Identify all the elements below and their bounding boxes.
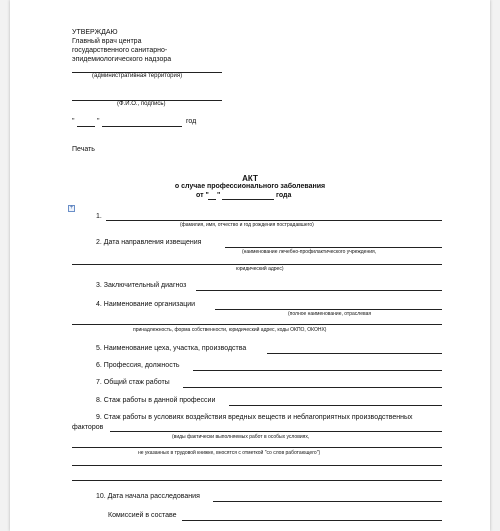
field9-caption: (виды фактически выполняемых работ в особых условиях, [172, 434, 310, 440]
approve-day-line [77, 126, 95, 127]
approve-heading: УТВЕРЖДАЮ [72, 29, 118, 36]
act-month-line [222, 199, 274, 200]
field4-caption2: принадлежность, форма собственности, юридический адрес, коды ОКПО, ОКОНХ) [133, 327, 327, 333]
act-day-line [208, 199, 216, 200]
field9-line1: 9. Стаж работы в условиях воздействия вредных веществ и неблагоприятных производственных [96, 414, 413, 421]
field9-line-d [72, 480, 442, 481]
field2-line2 [72, 264, 442, 265]
field9-caption2: не указанных в трудовой книжке, вносятся с отметкой "со слов работающего") [138, 450, 321, 456]
field5-label: 5. Наименование цеха, участка, производства [96, 345, 247, 352]
approve-line3: эпидемиологического надзора [72, 56, 172, 63]
approve-line2: государственного санитарно- [72, 47, 168, 54]
field7-label: 7. Общий стаж работы [96, 379, 170, 386]
field1-caption: (фамилия, имя, отчество и год рождения пострадавшего) [180, 222, 314, 228]
commission-label: Комиссией в составе [108, 512, 177, 519]
field9-line-b [72, 447, 442, 448]
field4-line [215, 309, 442, 310]
field4-caption: (полное наименование, отраслевая [288, 311, 372, 317]
field9-line-c [72, 465, 442, 466]
approve-month-line [102, 126, 182, 127]
field10-line [213, 501, 442, 502]
move-handle-icon[interactable]: + [69, 205, 74, 211]
field3-label: 3. Заключительный диагноз [96, 282, 187, 289]
field5-line [267, 353, 442, 354]
territory-caption: (административная территория) [92, 73, 183, 79]
field8-label: 8. Стаж работы в данной профессии [96, 397, 216, 404]
field1-number: 1. [96, 213, 102, 220]
field6-line [193, 370, 442, 371]
signature-caption: (Ф.И.О., подпись) [117, 101, 166, 107]
date-open-quote: " [72, 118, 75, 125]
field10-label: 10. Дата начала расследования [96, 493, 200, 500]
act-subtitle: о случае профессионального заболевания [174, 183, 326, 190]
field2-line [225, 247, 442, 248]
act-title: АКТ [242, 174, 258, 183]
act-date-prefix: от " [196, 192, 209, 199]
document-page [10, 0, 490, 531]
field6-label: 6. Профессия, должность [96, 362, 180, 369]
approve-line1: Главный врач центра [72, 38, 142, 45]
approve-year-word: год [186, 118, 197, 125]
field9-line2: факторов [72, 424, 104, 431]
act-date-mid: " [217, 192, 221, 199]
stamp-label: Печать [72, 146, 95, 153]
field1-line [106, 220, 442, 221]
field2-caption2: юридический адрес) [236, 266, 284, 272]
date-close-quote: " [97, 118, 100, 125]
field4-label: 4. Наименование организации [96, 301, 196, 308]
field7-line [183, 387, 442, 388]
field8-line [229, 405, 442, 406]
act-year-word: года [276, 192, 292, 199]
field2-label: 2. Дата направления извещения [96, 239, 202, 246]
field2-caption: (наименование лечебно-профилактического учреждения, [242, 249, 377, 255]
field4-line2 [72, 324, 442, 325]
field3-line [196, 290, 442, 291]
field9-answer-line [110, 431, 442, 432]
commission-line [182, 520, 442, 521]
